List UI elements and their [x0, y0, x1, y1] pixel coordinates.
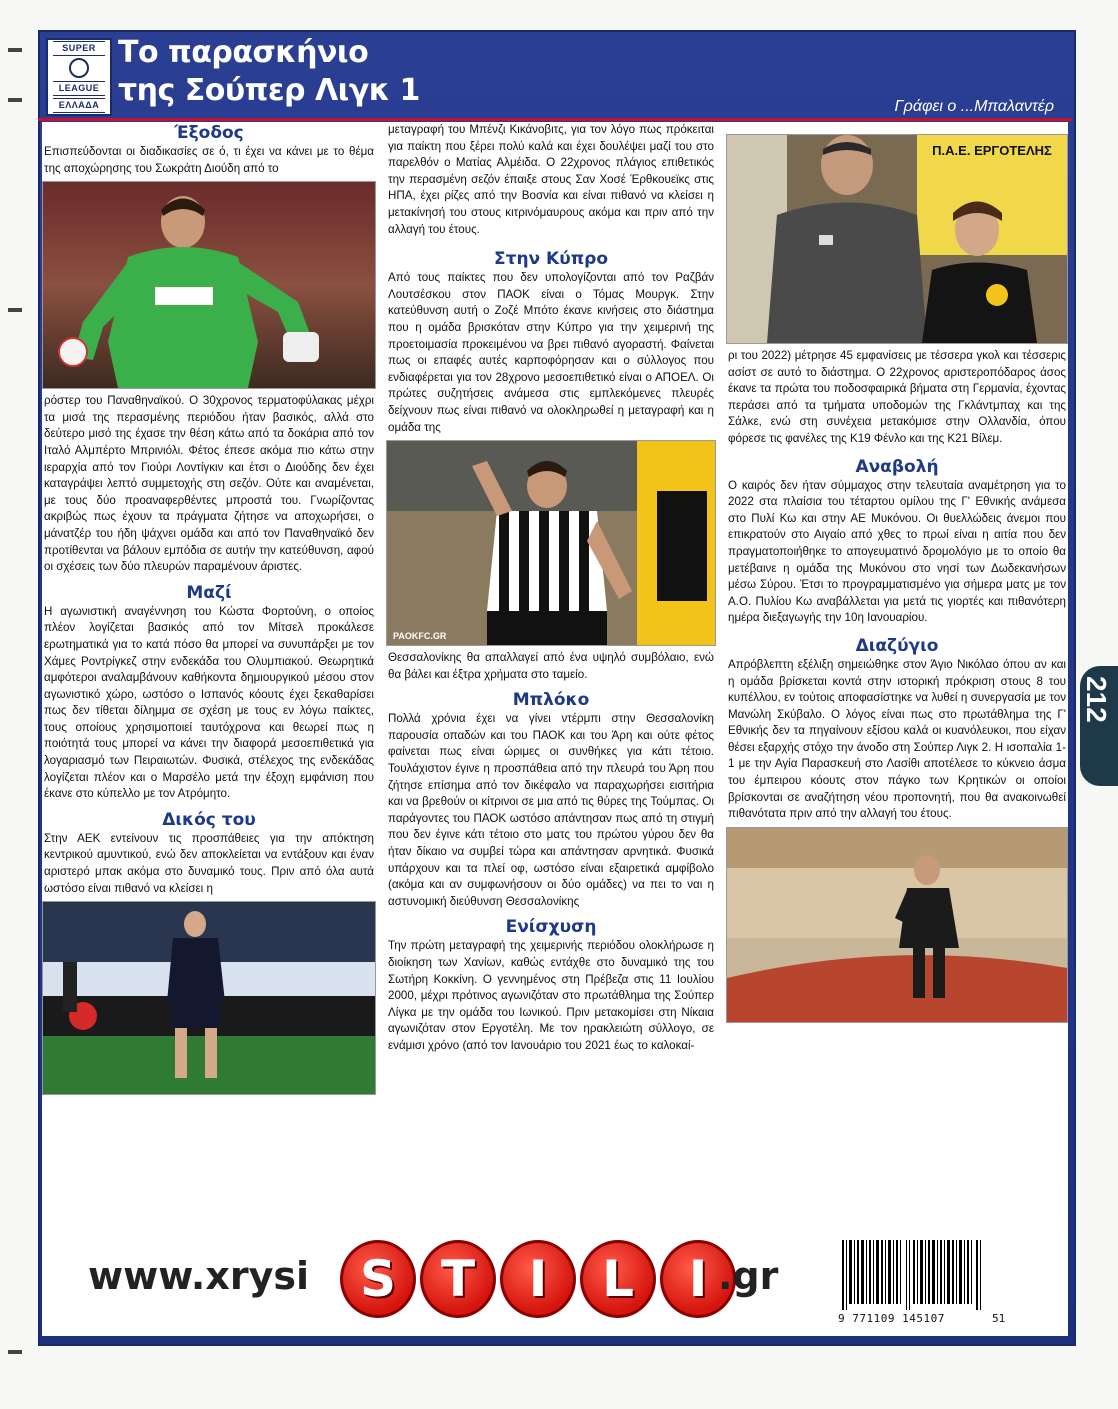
- column-2: [386, 122, 716, 1055]
- stili-letter: I: [500, 1240, 576, 1318]
- barcode-number: 9 771109 145107: [838, 1312, 945, 1325]
- photo-goalkeeper: [42, 181, 376, 389]
- exodos-text-1: Επισπεύδονται οι διαδικασίες σε ό, τι έχει να κάνει με το θέμα της αποχώρησης του Σωκράτη Διούδη από το: [44, 145, 374, 175]
- issue-number: 51: [992, 1312, 1006, 1325]
- title-line-2: της Σούπερ Λιγκ 1: [118, 73, 420, 108]
- kypro-text-2: Θεσσαλονίκης θα απαλλαγεί από ένα υψηλό συμβόλαιο, ενώ θα βάλει και έξτρα χρήματα στο ταμείο.: [388, 651, 714, 681]
- dikos-text: Στην ΑΕΚ εντείνουν τις προσπάθειες για την απόκτηση κεντρικού αμυντικού, ενώ δεν αποκλείεται να εντάξουν και έναν αριστερό μπακ ακόμα στο δυναμικό τους. Πριν από όλα αυτά ωστόσο είναι πιθανό να κλείσει η: [44, 831, 374, 895]
- divider: [38, 118, 1072, 121]
- anavoli-text: Ο καιρός δεν ήταν σύμμαχος στην τελευταία αναμέτρηση για το 2022 στα πλαίσια του τέταρτου ομίλου της Γ' Εθνικής ανάμεσα στο Πυλί Κω και στην ΑΕ Μυκόνου. Οι θυελλώδεις άνεμοι που επικρατούν στο Αιγαίο από χθες το πρωί είναι η αιτία που δεν πραγματοποιήθηκε το απογευματινό δρομολόγιο με το οποίο θα μετέβαινε η ομάδα της Μυκόνου στο νησί των Δωδεκανήσων μέσω Σύρου. Έτσι το προγραμματισμένο για σήμερα ματς με τον Α.Ο. Πυλίου Κω αναβάλλεται για μετά τις γιορτές και πιθανότερη ημέρα διεξαγωγής την 10η Ιανουαρίου.: [728, 478, 1066, 625]
- mploko-text: Πολλά χρόνια έχει να γίνει ντέρμπι στην Θεσσαλονίκη παρουσία οπαδών και του ΠΑΟΚ και του Άρη και ούτε φέτος φαίνεται πως είναι ώριμες οι συνθήκες για κάτι τέτοιο. Τουλάχιστον έγινε η προσπάθεια από την πλευρά του Άρη που ζήτησε επίσημα από τον δικέφαλο να παραχωρήσει εισιτήρια και να βρεθούν οι κίτρινοι σε μια από τις θύρες της Τούμπας. Οι παράγοντες του ΠΑΟΚ ωστόσο απάντησαν πως από τη στιγμή που δεν έγινε κάτι τέτοιο στο ματς του πρώτου γύρου δεν θα ήταν δίκαιο να συμβεί τώρα και απάντησαν αρνητικά. Φυσικά υπάρχουν και τα πλεί οφ, ωστόσο είναι εξαιρετικά αμφίβολο (ακόμα και αν συμφωνήσουν οι δύο ομάδες) να πει το ναι η αστυνομική διεύθυνση Θεσσαλονίκης: [388, 712, 714, 908]
- column-3: [726, 122, 1068, 1027]
- exodos-text-2: ρόστερ του Παναθηναϊκού. Ο 30χρονος τερματοφύλακας μέχρι τα μισά της περασμένης περιόδου ήταν βασικός, αλλά στο δεύτερο μισό της έχασε την θέση κάτω από τα δοκάρια από τον Ιταλό Αλμπέρτο Μπρινιόλι. Φέτος έπεσε ακόμα πιο κάτω στην ιεραρχία από τον Γιούρι Λοντίγκιν και έτσι ο Διούδης δεν έχει καταγράψει λεπτό συμμετοχής στη σεζόν. Ούτε και αναμένεται, με τους δύο προαναφερθέντες μπροστά του. Γνωρίζοντας ακριβώς πως έχουν τα πράγματα ζήτησε να αποχωρήσει, ο μάνατζέρ του ήδη ψάχνει ομάδα και από τον Παναθηναϊκό δεν προτίθενται να βάλουν εμπόδια σε αυτήν την κατεύθυνση, αφού οι σχέσεις των δύο πλευρών παραμένουν άριστες.: [44, 394, 374, 574]
- heading-anavoli: Αναβολή: [855, 456, 939, 477]
- heading-diazygio: Διαζύγιο: [855, 635, 939, 656]
- kokkinis-text: ρι του 2022) μέτρησε 45 εμφανίσεις με τέσσερα γκολ και τέσσερις ασίστ σε αυτό το διάστημα. Ο 22χρονος αριστεροπόδαρος άσος έκανε τα πρώτα του ποδοσφαιρικά βήματα στη Γερμανία, έχοντας περάσει από τα τμήματα υποδομών της Γκλάντμπαχ και της Σάλκε, ενώ στη συνέχεια μετακόμισε στην Ολλανδία, όπου φόρεσε τις φανέλες της Κ19 Φένλο και της Κ21 Βίλεμ.: [728, 349, 1066, 445]
- ad-logo-stili: [340, 1240, 736, 1318]
- page-header: [38, 30, 1072, 124]
- logo-text-middle: LEAGUE: [53, 81, 105, 96]
- barcode: [842, 1240, 982, 1310]
- heading-stin-kypro: Στην Κύπρο: [493, 249, 608, 270]
- page-title: [118, 34, 420, 110]
- super-league-logo: [46, 38, 112, 116]
- photo-sign-text: Π.Α.Ε. ΕΡΓΟΤΕΛΗΣ: [932, 143, 1052, 158]
- heading-enisxysi: Ενίσχυση: [505, 917, 597, 938]
- ball-icon: [69, 58, 89, 78]
- page-number-tab: [1080, 666, 1118, 786]
- byline: Γράφει ο ...Μπαλαντέρ: [894, 98, 1054, 115]
- article-body: [42, 122, 1068, 1232]
- page-number: 212: [1081, 676, 1112, 723]
- ad-banner[interactable]: [42, 1232, 1068, 1336]
- stili-letter: L: [580, 1240, 656, 1318]
- ad-url-prefix: www.xrysi: [88, 1254, 309, 1298]
- heading-mploko: Μπλόκο: [512, 690, 590, 711]
- photo-ergotelis-players: [726, 134, 1068, 344]
- heading-dikos-tou: Δικός του: [162, 809, 256, 830]
- title-line-1: Το παρασκήνιο: [118, 35, 369, 70]
- mazi-text: Η αγωνιστική αναγέννηση του Κώστα Φορτούνη, ο οποίος πλέον λογίζεται βασικός από τον Μίτσελ προκάλεσε ερωτηματικά για το κατά πόσο θα μπορεί να συνυπάρξει με τον Χάμες Ροντρίγκεζ στην ενδεκάδα του Ολυμπιακού. Θεωρητικά αμφότεροι αναλαμβάνουν καθήκοντα δημιουργικού μέσου στον αγωνιστικό χώρο, ωστόσο ο Ισπανός κόουτς έχει ξεκαθαρίσει πως δεν τίθεται δίλημμα σε σχέση με τους εν λόγω παίκτες, τους οποίους χρησιμοποιεί ταυτόχρονα και θεωρεί πως η ποιότητά τους μπορεί να κάνει την διαφορά μεσοεπιθετικά για λογαριασμό των Πειραιωτών. Φυσικά, στέλεχος της ενδεκάδας λογίζεται πλέον και ο Μαρσέλο μετά την έξοχη εμφάνιση που έκανε στο κύπελλο με τον Ατρόμητο.: [44, 604, 374, 801]
- heading-mazi: Μαζί: [186, 582, 232, 603]
- stili-letter: I: [660, 1240, 736, 1318]
- photo-credit: PAOKFC.GR: [393, 631, 447, 642]
- stili-letter: S: [340, 1240, 416, 1318]
- stili-letter: T: [420, 1240, 496, 1318]
- photo-coach: [726, 827, 1068, 1023]
- logo-text-bottom: ΕΛΛΑΔΑ: [53, 98, 105, 113]
- ad-url-suffix: .gr: [718, 1254, 779, 1298]
- photo-aek-player: [42, 901, 376, 1095]
- enisxysi-text: Την πρώτη μεταγραφή της χειμερινής περιόδου ολοκλήρωσε η διοίκηση των Χανίων, καθώς εντάχθε στο δυναμικό της του Σωτήρη Κοκκίνη. Ο γεννημένος στη Πρέβεζα στις 11 Ιουλίου 2000, μέχρι πρότινος αγωνιζόταν στο πρωτάθλημα της Σούπερ Λίγκα με την ομάδα του Ιωνικού. Πριν μετακομίσει στη Νίκαια αγωνιζόταν στον Εργοτέλη. Με τον ηρακλειώτη σύλλογο, σε ενάμισι χρόνο (από τον Ιανουάριο του 2021 έως το καλοκαί-: [388, 939, 714, 1052]
- column-1: [42, 122, 376, 1099]
- kikanovits-text: μεταγραφή του Μπένζι Κικάνοβιτς, για τον λόγο πως πρόκειται για παίκτη που ξέρει πολύ καλά και έχει δουλέψει μαζί του στο παρελθόν ο Ματίας Αλμέιδα. Ο 22χρονος πλάγιος επιθετικός την περασμένη σεζόν έπαιξε στους Σαν Χοσέ Έρθκουεϊκς στις ΗΠΑ, έχει ρίζες από την Βοσνία και είναι πιθανό να κλείσει η μετακίνησή του στους κιτρινόμαυρους ακόμα και πριν από την αλλαγή του έτους.: [388, 123, 714, 236]
- heading-exodos: Έξοδος: [174, 123, 244, 143]
- kypro-text-1: Από τους παίκτες που δεν υπολογίζονται από τον Ραζβάν Λουτσέσκου στον ΠΑΟΚ είναι ο Τόμας Μουργκ. Στην κατεύθυνση αυτή ο Ζοζέ Μπότο έκανε κινήσεις στο διάστημα που η ομάδα βρισκόταν στην Κύπρο για την χειμερινή της προετοιμασία προκειμένου να βρει πιθανό αγοραστή. Φαίνεται πως οι επαφές αυτές καρποφόρησαν και ο σύλλογος που ενδιαφέρεται για τον 28χρονο μεσοεπιθετικό είναι ο ΑΠΟΕΛ. Οι πρώτες συζητήσεις ανάμεσα στις εμπλεκόμενες πλευρές δείχνουν πως είναι πιθανό να ολοκληρωθεί η μεταγραφή και η ομάδα της: [388, 271, 714, 434]
- diazygio-text: Απρόβλεπτη εξέλιξη σημειώθηκε στον Άγιο Νικόλαο όπου αν και η ομάδα βρίσκεται κοντά στην ιστορική πρόκριση στους 8 του κυπέλλου, εν τούτοις αποφασίστηκε να λυθεί η συνεργασία με τον Μανώλη Σκύβαλο. Ο λόγος είναι πως στο πρωτάθλημα της Γ' Εθνικής δεν τα πηγαίνουν εξίσου καλά οι κυανόλευκοι, που είχαν θέσει εξαρχής στόχο την άνοδο στη Σούπερ Λιγκ 2. Η ισοπαλία 1-1 με την Αγία Παρασκευή στο Λασίθι αποτέλεσε το κύκνειο άσμα του έμπειρου κόουτς στον πάγκο των Κρητικών οι οποίοι βρίσκονται σε αναζήτηση νέου προπονητή, που θα ανακοινωθεί πιθανότατα πριν από την αλλαγή του έτους.: [728, 657, 1066, 821]
- logo-text-top: SUPER: [53, 41, 105, 56]
- photo-paok-player: [386, 440, 716, 646]
